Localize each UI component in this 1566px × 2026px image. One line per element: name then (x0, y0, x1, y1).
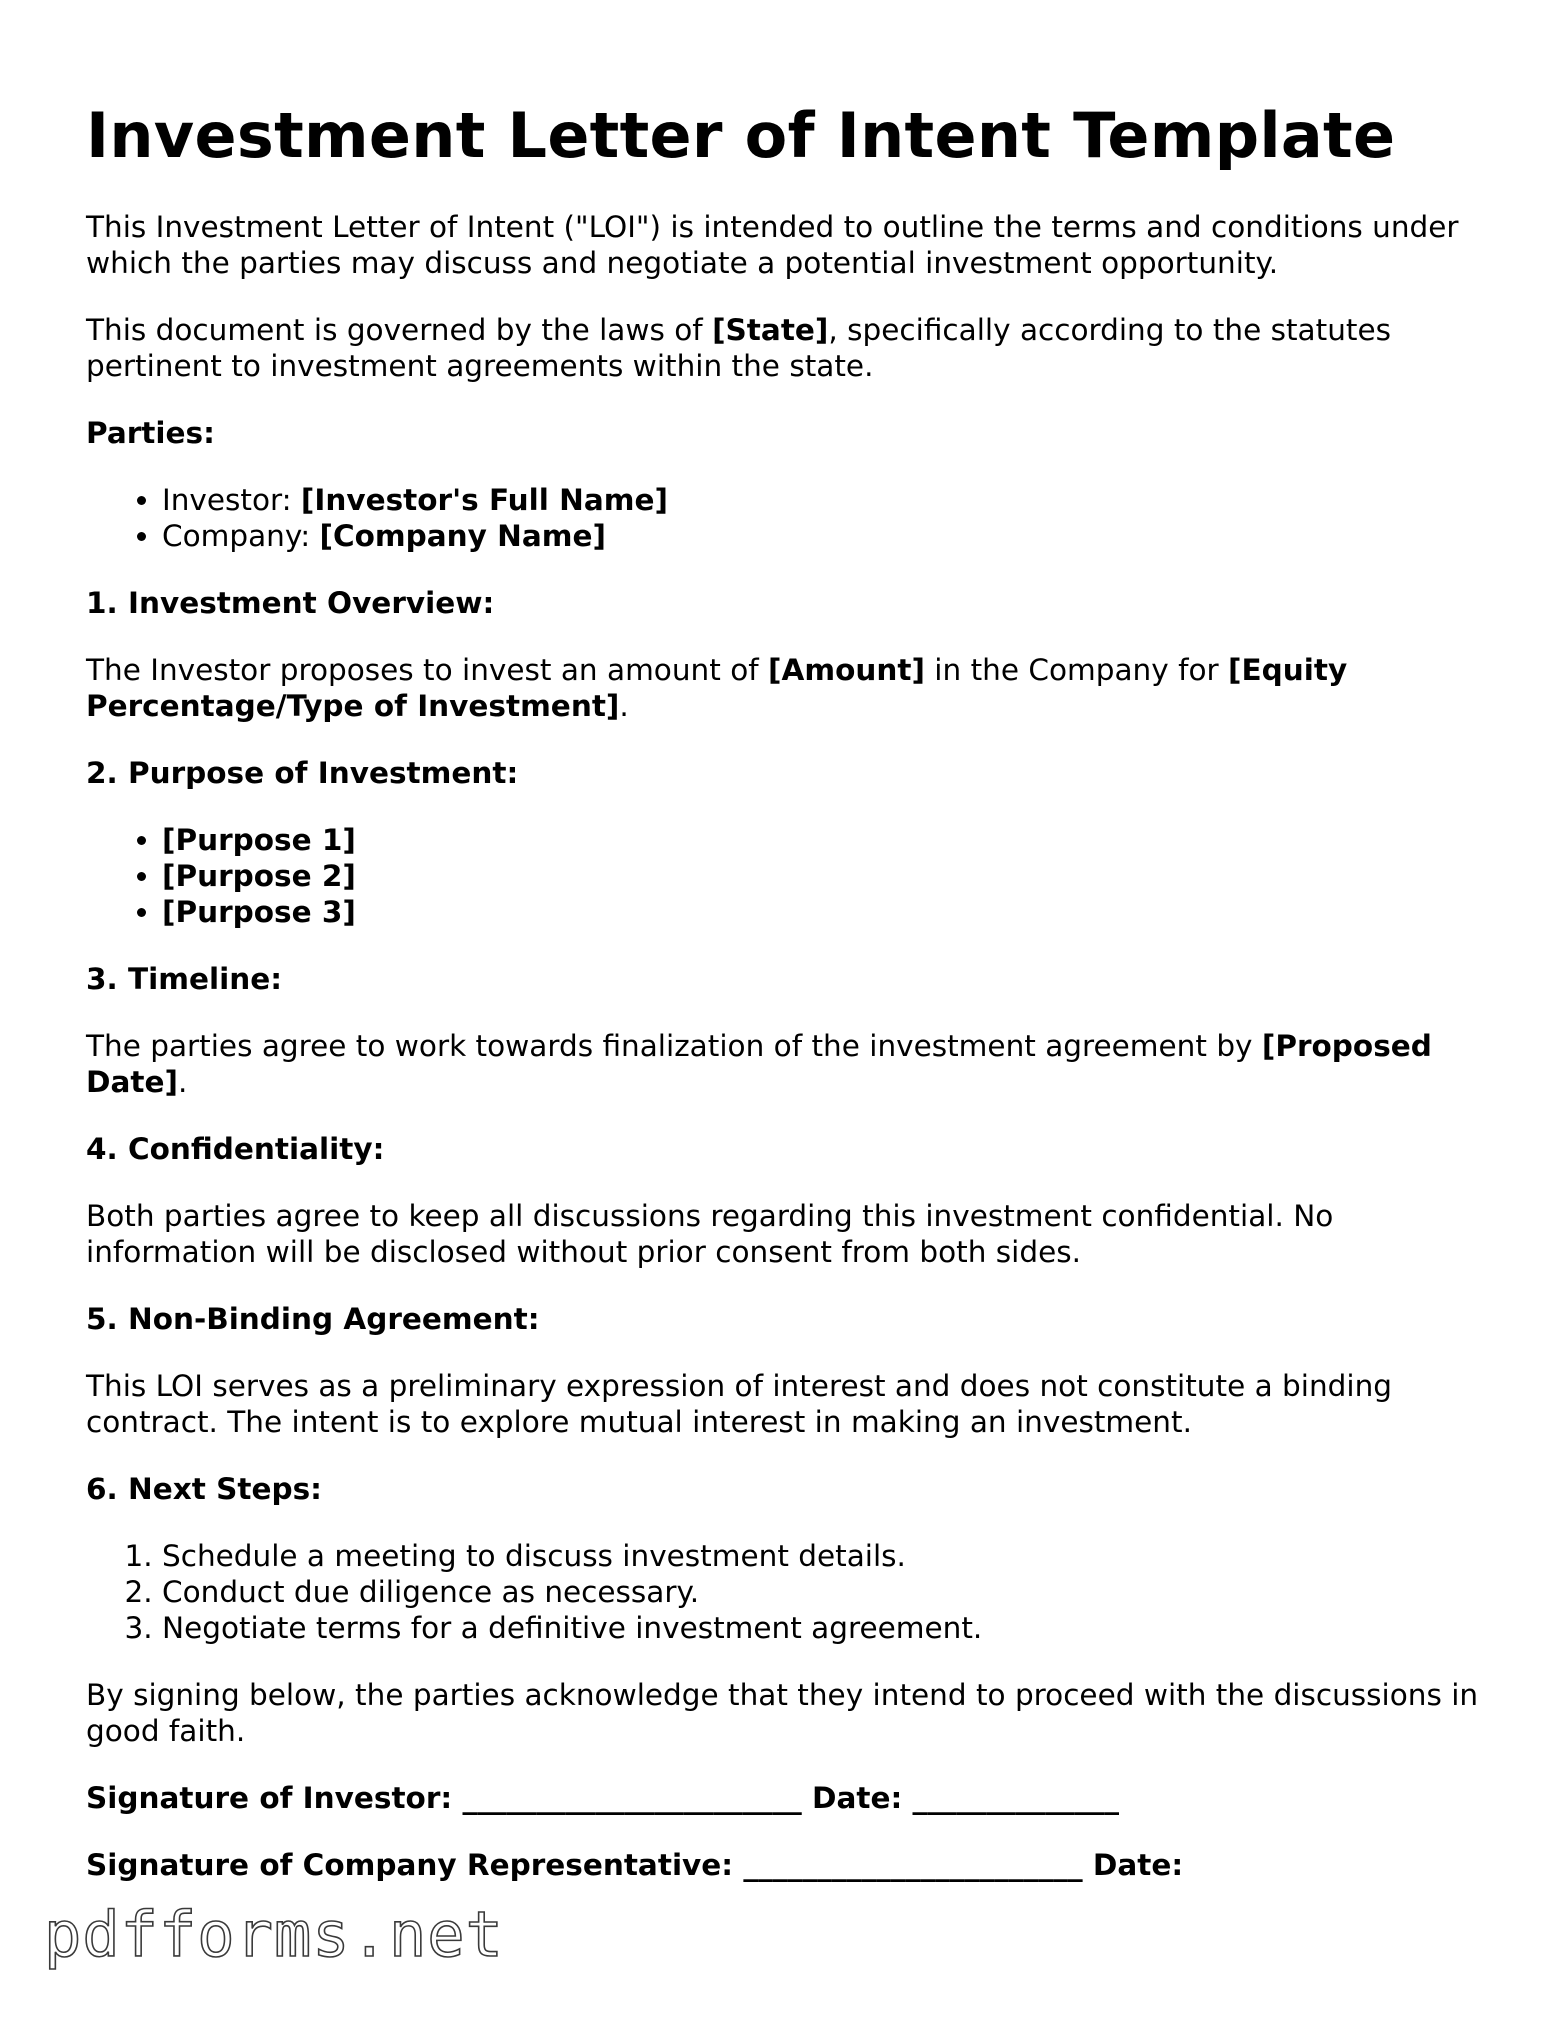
parties-list (86, 482, 1486, 554)
section-3-text-after: . (178, 1065, 188, 1099)
intro-paragraph: This Investment Letter of Intent ("LOI") is intended to outline the terms and conditions under which the parties may discuss and negotiate a potential investment opportunity. (86, 210, 1459, 280)
investor-name-placeholder: [Investor's Full Name] (300, 483, 668, 517)
purpose-2-placeholder: [Purpose 2] (162, 859, 356, 893)
company-name-placeholder: [Company Name] (319, 519, 607, 553)
proposed-date-placeholder: [Proposed Date] (86, 1029, 1432, 1099)
investor-label: Investor: (162, 483, 301, 517)
investor-item (162, 482, 1486, 518)
company-signature-line[interactable]: Signature of Company Representative: _______________________ Date: (86, 1848, 1184, 1882)
state-placeholder: [State] (712, 313, 829, 347)
section-1-text-middle: in the Company for (924, 653, 1229, 687)
section-1-text-after: . (619, 689, 629, 723)
investor-signature-line[interactable]: Signature of Investor: _______________________ Date: ______________ (86, 1781, 1120, 1815)
purpose-list (86, 822, 1486, 930)
next-step-item: 1. Schedule a meeting to discuss investment details. (162, 1538, 1486, 1574)
purpose-1-placeholder: [Purpose 1] (162, 823, 356, 857)
governing-text-before: This document is governed by the laws of (86, 313, 713, 347)
section-1-text-before: The Investor proposes to invest an amount of (86, 653, 769, 687)
next-steps-list (86, 1538, 1486, 1646)
purpose-item (162, 822, 1486, 858)
section-5-text: This LOI serves as a preliminary expression of interest and does not constitute a binding contract. The intent is to explore mutual interest in making an investment. (86, 1369, 1393, 1439)
governing-law-paragraph (86, 312, 1486, 384)
watermark-logo: pdfforms.net (44, 1898, 504, 1971)
section-1-text (86, 652, 1486, 724)
amount-placeholder: [Amount] (768, 653, 925, 687)
section-4-text: Both parties agree to keep all discussions regarding this investment confidential. No information will be disclosed without prior consent from both sides. (86, 1199, 1334, 1269)
closing-paragraph: By signing below, the parties acknowledge that they intend to proceed with the discussions in good faith. (86, 1678, 1479, 1748)
section-3-text (86, 1028, 1486, 1100)
section-4-heading: 4. Confidentiality: (86, 1132, 385, 1166)
section-1-heading: 1. Investment Overview: (86, 586, 495, 620)
purpose-3-placeholder: [Purpose 3] (162, 895, 356, 929)
equity-placeholder: [Equity Percentage/Type of Investment] (86, 653, 1348, 723)
parties-heading: Parties: (86, 416, 215, 450)
next-step-item: 3. Negotiate terms for a definitive investment agreement. (162, 1610, 1486, 1646)
section-2-heading: 2. Purpose of Investment: (86, 756, 519, 790)
section-5-heading: 5. Non-Binding Agreement: (86, 1302, 540, 1336)
next-step-item: 2. Conduct due diligence as necessary. (162, 1574, 1486, 1610)
section-3-heading: 3. Timeline: (86, 962, 283, 996)
governing-text-after: , specifically according to the statutes pertinent to investment agreements within the state. (86, 313, 1391, 383)
company-item (162, 518, 1486, 554)
section-3-text-before: The parties agree to work towards finalization of the investment agreement by (86, 1029, 1262, 1063)
section-6-heading: 6. Next Steps: (86, 1472, 322, 1506)
purpose-item (162, 858, 1486, 894)
document-page (86, 100, 1486, 1914)
document-title: Investment Letter of Intent Template (86, 99, 1396, 172)
purpose-item (162, 894, 1486, 930)
company-label: Company: (162, 519, 320, 553)
